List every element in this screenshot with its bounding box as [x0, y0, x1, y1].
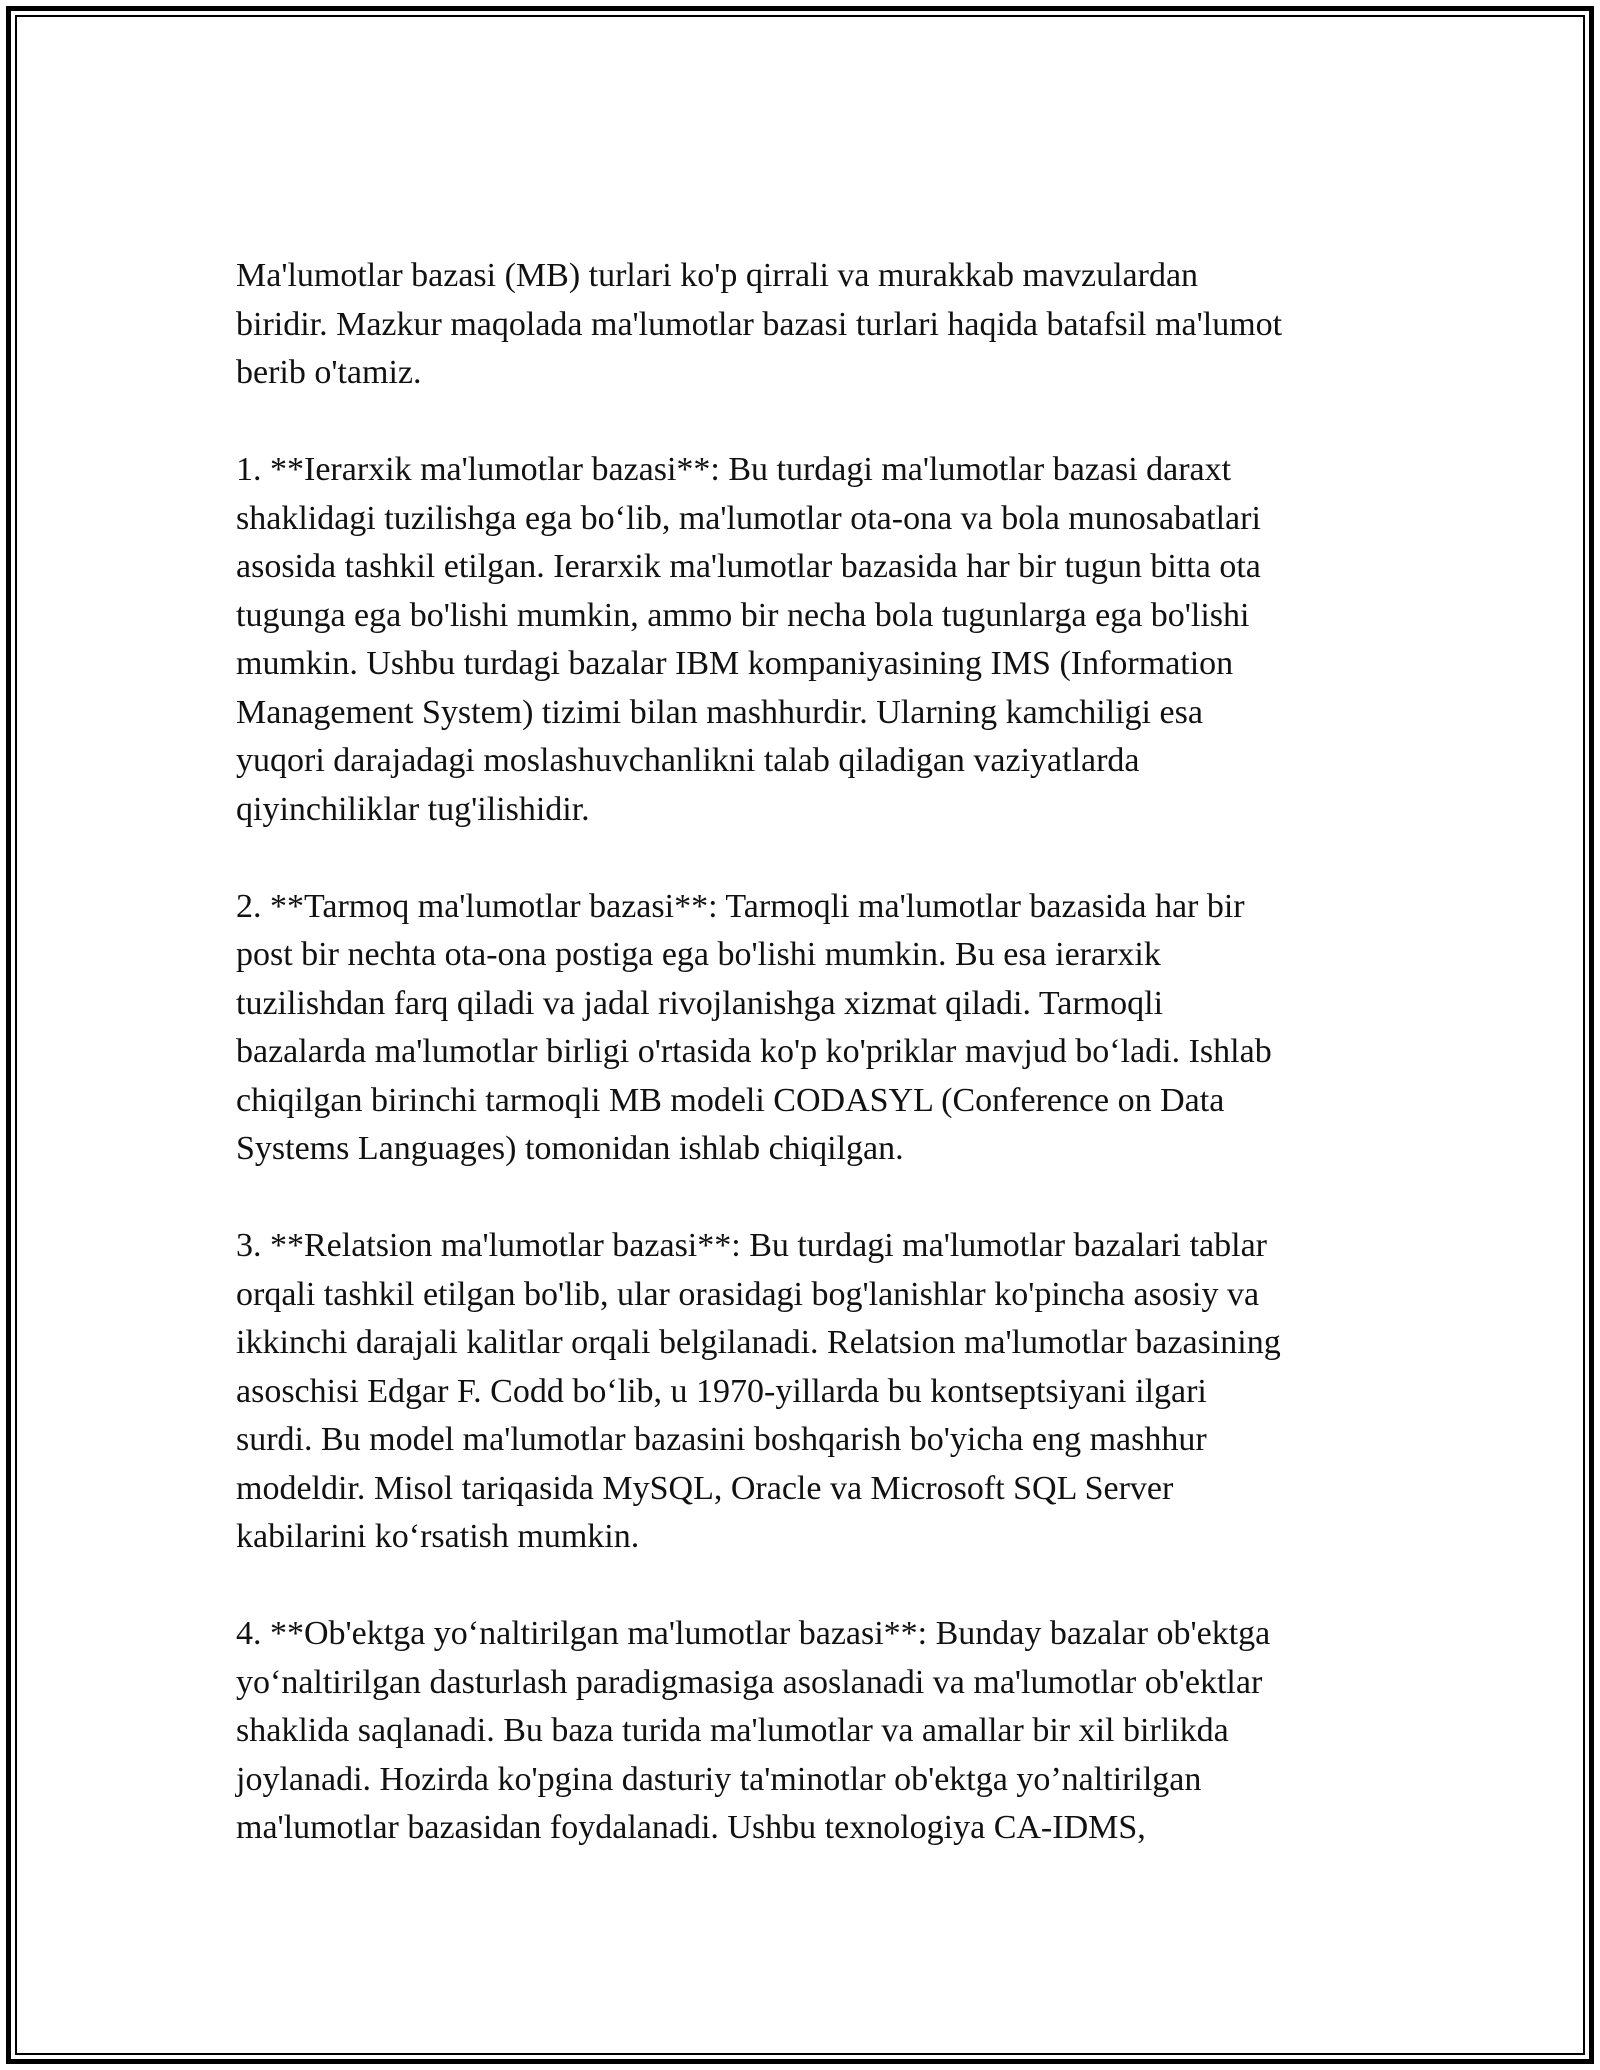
- intro-paragraph: Ma'lumotlar bazasi (MB) turlari ko'p qirrali va murakkab mavzulardan biridir. Mazkur maqolada ma'lumotlar bazasi turlari haqida batafsil ma'lumot berib o'tamiz.: [236, 257, 1283, 391]
- document-body: [236, 252, 1376, 1853]
- paragraph-object-oriented-db: 4. **Ob'ektga yo‘naltirilgan ma'lumotlar bazasi**: Bunday bazalar ob'ektga yo‘naltirilgan dasturlash paradigmasiga asoslanadi va ma'lumotlar ob'ektlar shaklida saqlanadi. Bu baza turida ma'lumotlar va amallar bir xil birlikda joylanadi. Hozirda ko'pgina dasturiy ta'minotlar ob'ektga yo’naltirilgan ma'lumotlar bazasidan foydalanadi. Ushbu texnologiya CA-IDMS,: [236, 1615, 1271, 1846]
- paragraph-relational-db: 3. **Relatsion ma'lumotlar bazasi**: Bu turdagi ma'lumotlar bazalari tablar orqali tashkil etilgan bo'lib, ular orasidagi bog'lanishlar ko'pincha asosiy va ikkinchi darajali kalitlar orqali belgilanadi. Relatsion ma'lumotlar bazasining asoschisi Edgar F. Codd bo‘lib, u 1970-yillarda bu kontseptsiyani ilgari surdi. Bu model ma'lumotlar bazasini boshqarish bo'yicha eng mashhur modeldir. Misol tariqasida MySQL, Oracle va Microsoft SQL Server kabilarini ko‘rsatish mumkin.: [236, 1227, 1281, 1555]
- paragraph-hierarchical-db: 1. **Ierarxik ma'lumotlar bazasi**: Bu turdagi ma'lumotlar bazasi daraxt shaklidagi tuzilishga ega bo‘lib, ma'lumotlar ota-ona va bola munosabatlari asosida tashkil etilgan. Ierarxik ma'lumotlar bazasida har bir tugun bitta ota tugunga ega bo'lishi mumkin, ammo bir necha bola tugunlarga ega bo'lishi mumkin. Ushbu turdagi bazalar IBM kompaniyasining IMS (Information Management System) tizimi bilan mashhurdir. Ularning kamchiligi esa yuqori darajadagi moslashuvchanlikni talab qiladigan vaziyatlarda qiyinchiliklar tug'ilishidir.: [236, 451, 1261, 828]
- paragraph-network-db: 2. **Tarmoq ma'lumotlar bazasi**: Tarmoqli ma'lumotlar bazasida har bir post bir nechta ota-ona postiga ega bo'lishi mumkin. Bu esa ierarxik tuzilishdan farq qiladi va jadal rivojlanishga xizmat qiladi. Tarmoqli bazalarda ma'lumotlar birligi o'rtasida ko'p ko'priklar mavjud bo‘ladi. Ishlab chiqilgan birinchi tarmoqli MB modeli CODASYL (Conference on Data Systems Languages) tomonidan ishlab chiqilgan.: [236, 887, 1272, 1167]
